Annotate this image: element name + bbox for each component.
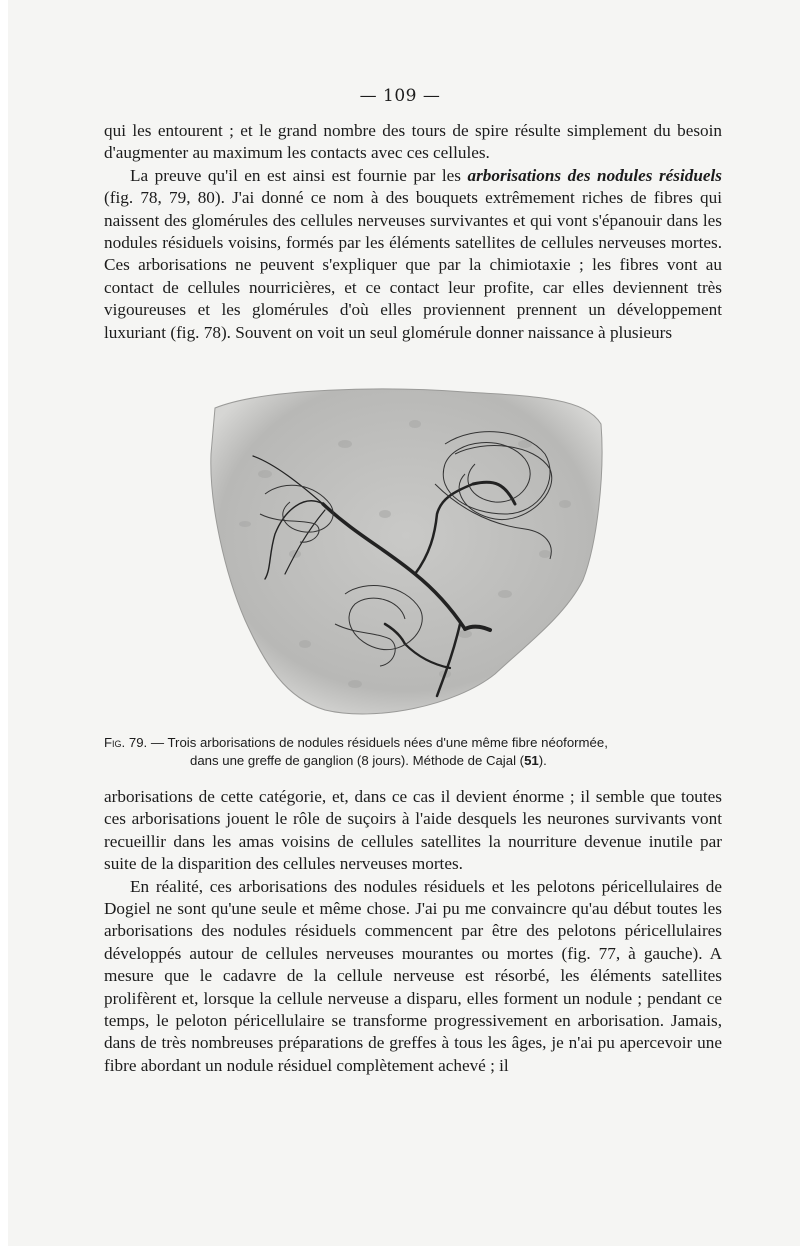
page-number: — 109 — (359, 86, 441, 106)
paragraph-text-rest: (fig. 78, 79, 80). J'ai donné ce nom à des bouquets extrêmement riches de fibres qui naissent des glomérules des cellules nerveuses survivantes et qui vont s'épanouir dans les nodules résiduels voisins, formés par les éléments satellites de cellules nerveuses mortes. Ces arborisations ne peuvent s'expliquer que par la chimiotaxie ; les fibres vont au contact de cellules nourricières, et ce contact leur profite, car elles deviennent très vigoureuses et les glomérules d'où elles proviennent prennent un développement luxuriant (fig. 78). Souvent on voit un seul glomérule donner naissance à plusieurs (104, 188, 722, 342)
text-block-top (104, 120, 722, 344)
histology-drawing (205, 384, 605, 724)
paragraph-continuation: qui les entourent ; et le grand nombre des tours de spire résulte simplement du besoin d'augmenter au maximum les contacts avec ces cellules. (104, 121, 722, 163)
caption-line-2: dans une greffe de ganglion (8 jours). Méthode de Cajal ( (190, 753, 525, 768)
caption-end: ). (538, 753, 547, 768)
emphasis-term: arborisations des nodules résiduels (467, 165, 722, 185)
paragraph-suçoirs: arborisations de cette catégorie, et, dans ce cas il devient énorme ; il semble que toutes ces arborisations jouent le rôle de suçoirs à l'aide desquels les neurones survivants vont recueillir dans les amas voisins de cellules satellites la nourriture devenue inutile par suite de la disparition des cellules nerveuses mortes. (104, 787, 722, 874)
text-block-bottom (104, 786, 722, 1077)
caption-label: Fig. 79. (104, 735, 148, 750)
caption-line-1: — Trois arborisations de nodules résiduels nées d'une même fibre néoformée, (147, 735, 608, 750)
figure-caption (104, 734, 722, 770)
caption-line-2-wrap (104, 752, 722, 770)
caption-reference: 51 (524, 753, 539, 768)
paragraph-arborisations (104, 165, 722, 344)
paragraph-en-realite: En réalité, ces arborisations des nodules résiduels et les pelotons péricellulaires de Dogiel ne sont qu'une seule et même chose. J'ai pu me convaincre qu'au début toutes les arborisations des nodules résiduels commencent par être des pelotons péricellulaires développés autour de cellules nerveuses mourantes ou mortes (fig. 77, à gauche). A mesure que le cadavre de la cellule nerveuse est résorbé, les éléments satellites prolifèrent et, lorsque la cellule nerveuse a disparu, elles forment un nodule ; pendant ce temps, le peloton péricellulaire se transforme progressivement en arborisation. Jamais, dans de très nombreuses préparations de greffes à tous les âges, je n'ai pu apercevoir une fibre abordant un nodule résiduel complètement achevé ; il (104, 876, 722, 1075)
paragraph-text-start: La preuve qu'il en est ainsi est fournie par les (130, 165, 468, 185)
figure-79-illustration (205, 384, 605, 724)
